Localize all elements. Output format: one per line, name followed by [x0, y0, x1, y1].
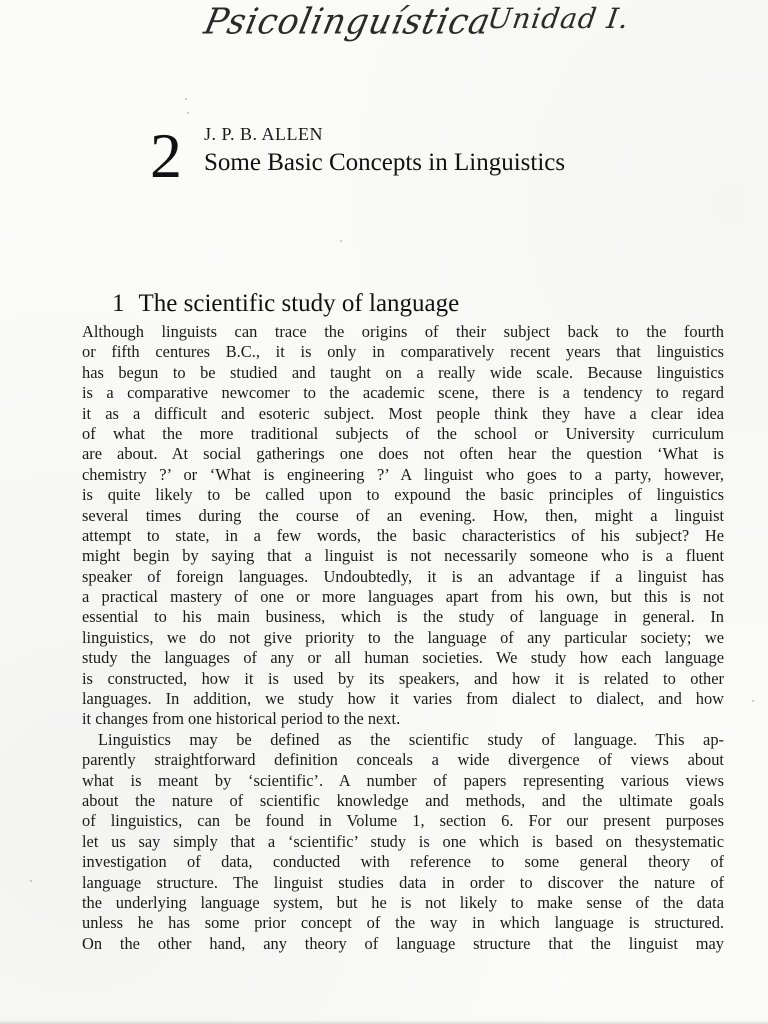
text-line: several times during the course of an evening. How, then, might a linguist: [82, 505, 724, 525]
scan-speck: [752, 700, 754, 702]
text-line: what is meant by ‘scientific’. A number of papers representing various views: [82, 770, 724, 790]
text-line: unless he has some prior concept of the way in which language is structured.: [82, 913, 724, 933]
text-line: of what the more traditional subjects of the school or University curriculum: [82, 423, 724, 443]
text-line: On the other hand, any theory of language structure that the linguist may: [82, 933, 724, 953]
text-line: or fifth centures B.C., it is only in comparatively recent years that linguistics: [82, 342, 724, 362]
text-line: let us say simply that a ‘scientific’ study is one which is based on thesystematic: [82, 831, 724, 851]
text-line: Although linguists can trace the origins of their subject back to the fourth: [82, 322, 724, 341]
handwritten-note-right: Unidad I.: [485, 2, 632, 35]
section-title: The scientific study of language: [138, 290, 460, 317]
chapter-author: J. P. B. ALLEN: [204, 124, 324, 144]
text-line: languages. In addition, we study how it varies from dialect to dialect, and how: [82, 689, 724, 709]
chapter-number: 2: [150, 120, 182, 191]
text-line: language structure. The linguist studies data in order to discover the nature of: [82, 872, 724, 892]
scan-speck: [340, 240, 342, 242]
text-line: speaker of foreign languages. Undoubtedly, it is an advantage if a linguist has: [82, 566, 724, 586]
text-line: it changes from one historical period to the next.: [82, 709, 401, 729]
text-line: parently straightforward definition conceals a wide divergence of views about: [82, 750, 724, 770]
text-line: Linguistics may be defined as the scientific study of language. This ap-: [98, 729, 724, 749]
chapter-title: Some Basic Concepts in Linguistics: [204, 149, 566, 176]
text-line: attempt to state, in a few words, the basic characteristics of his subject? He: [82, 525, 724, 545]
text-line: investigation of data, conducted with reference to some general theory of: [82, 852, 724, 872]
text-line: are about. At social gatherings one does not often hear the question ‘What is: [82, 444, 724, 464]
text-line: might begin by saying that a linguist is not necessarily someone who is a fluent: [82, 546, 724, 566]
body-text: [82, 322, 724, 954]
text-line: about the nature of scientific knowledge and methods, and the ultimate goals: [82, 790, 724, 810]
text-line: has begun to be studied and taught on a really wide scale. Because linguistics: [82, 362, 724, 382]
section-number: 1: [112, 290, 125, 317]
text-line: essential to his main business, which is the study of language in general. In: [82, 607, 724, 627]
text-line: of linguistics, can be found in Volume 1, section 6. For our present purposes: [82, 811, 724, 831]
text-line: the underlying language system, but he is not likely to make sense of the data: [82, 892, 724, 912]
text-line: linguistics, we do not give priority to the language of any particular society; we: [82, 627, 724, 647]
scan-bottom-edge: [0, 1020, 768, 1024]
text-line: chemistry ?’ or ‘What is engineering ?’ A linguist who goes to a party, however,: [82, 464, 724, 484]
scan-speck: [187, 112, 189, 114]
scan-speck: [30, 880, 32, 882]
scan-speck: [185, 98, 187, 100]
text-line: it as a difficult and esoteric subject. Most people think they have a clear idea: [82, 403, 724, 423]
text-line: is constructed, how it is used by its speakers, and how it is related to other: [82, 668, 724, 688]
text-line: a practical mastery of one or more languages apart from his own, but this is not: [82, 587, 724, 607]
handwritten-note-left: Psicolinguística: [200, 1, 495, 44]
section-heading: [112, 290, 459, 318]
text-line: is quite likely to be called upon to expound the basic principles of linguistics: [82, 485, 724, 505]
text-line: study the languages of any or all human societies. We study how each language: [82, 648, 724, 668]
text-line: is a comparative newcomer to the academic scene, there is a tendency to regard: [82, 383, 724, 403]
